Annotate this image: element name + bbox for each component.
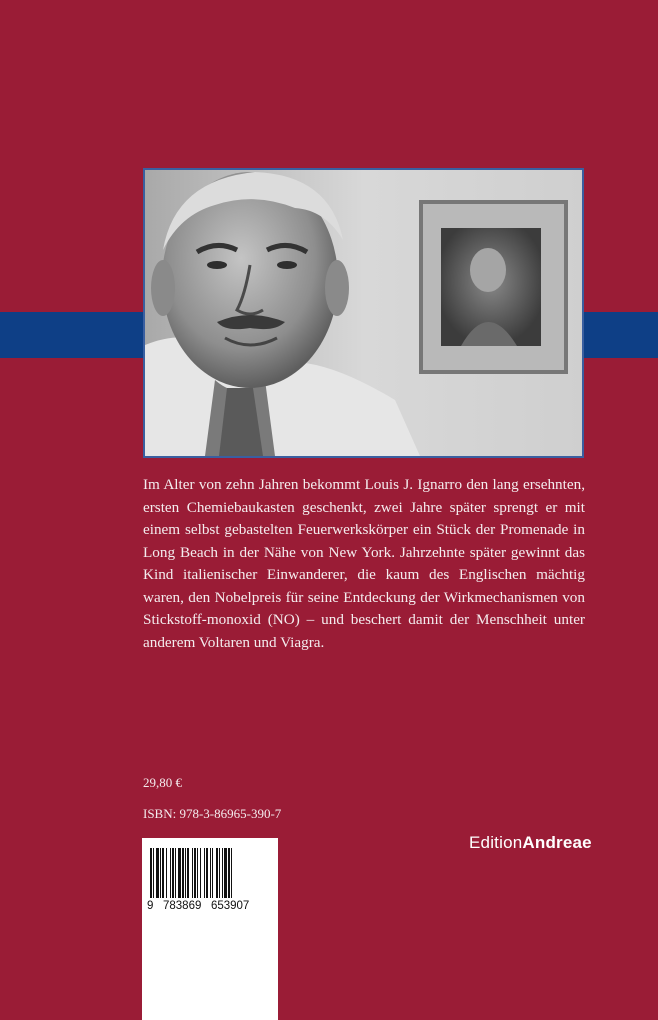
author-photo [143,168,584,458]
barcode-digits: 9 783869 653907 [147,900,250,912]
publisher-name-edition: Edition [469,833,523,852]
book-description: Im Alter von zehn Jahren bekommt Louis J. Ignarro den lang ersehnten, ersten Chemiebaukasten geschenkt, zwei Jahre später sprengt er mit einem selbst gebastelten Feuerwerkskörper ein Stück der Promenade in Long Beach in der Nähe von New York. Jahrzehnte später gewinnt das Kind italienischer Einwanderer, die kaum des Englischen mächtig waren, den Nobelpreis für seine Entdeckung der Wirkmechanismen von Stickstoff-monoxid (NO) – und beschert damit der Menschheit unter anderem Voltaren und Viagra. [143,476,585,651]
price-label: 29,80 € [143,775,182,790]
barcode [142,838,278,1020]
publisher-logo [469,833,592,853]
barcode-bars [148,848,272,900]
publisher-name-andreae: Andreae [522,833,592,852]
isbn-label: ISBN: 978-3-86965-390-7 [143,806,282,821]
